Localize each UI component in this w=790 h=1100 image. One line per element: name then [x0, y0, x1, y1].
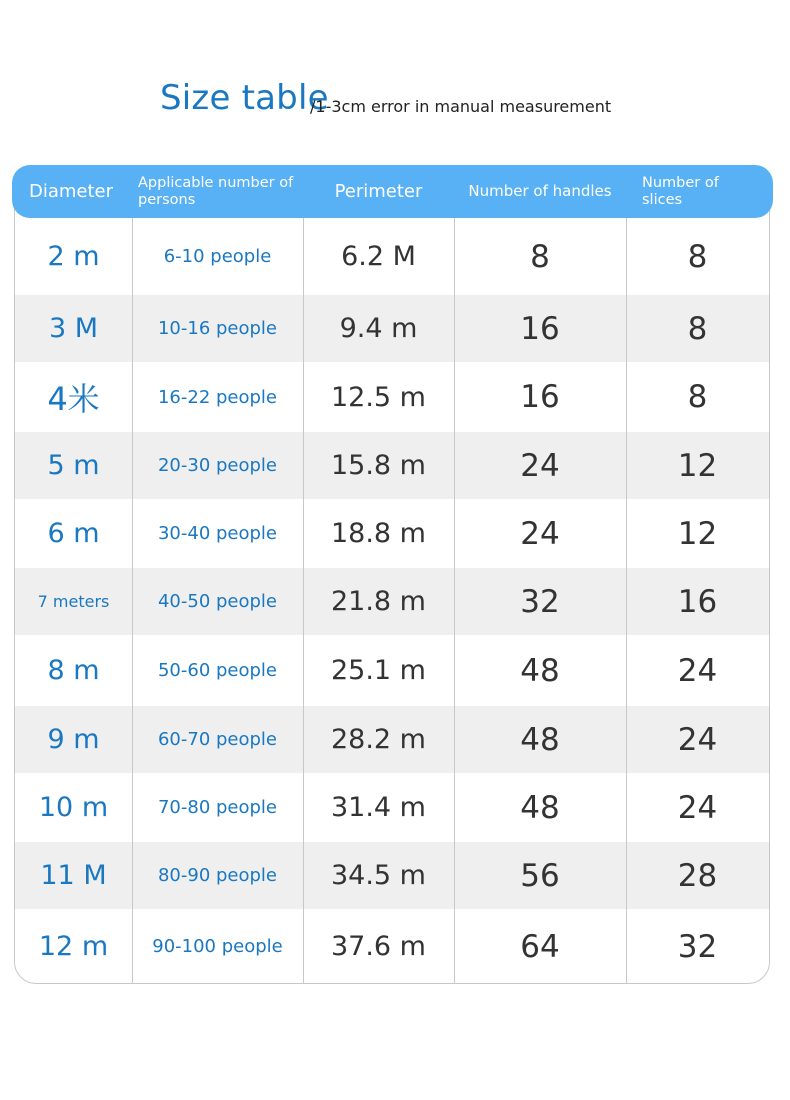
- column-divider: [454, 218, 455, 984]
- cell-handles: 48: [520, 721, 560, 758]
- cell-perimeter: 37.6 m: [330, 931, 426, 962]
- header-slices: Number of slices: [642, 174, 719, 208]
- cell-perimeter: 21.8 m: [330, 586, 426, 617]
- cell-handles: 16: [520, 379, 560, 415]
- header-diameter: Diameter: [29, 181, 114, 202]
- cell-perimeter: 31.4 m: [330, 792, 426, 823]
- cell-handles: 32: [520, 583, 560, 620]
- cell-diameter: 8 m: [47, 655, 100, 686]
- table-row: [15, 842, 769, 909]
- table-body: [15, 218, 769, 984]
- cell-perimeter: 9.4 m: [339, 313, 418, 344]
- cell-diameter: 9 m: [47, 724, 100, 755]
- table-row: [15, 568, 769, 635]
- table-row: [15, 635, 769, 706]
- cell-diameter: 12 m: [38, 931, 109, 962]
- cell-perimeter: 25.1 m: [330, 655, 426, 686]
- cell-perimeter: 12.5 m: [330, 381, 426, 413]
- cell-diameter: 2 m: [47, 241, 100, 272]
- table-row: [15, 499, 769, 568]
- header-handles: Number of handles: [468, 182, 612, 200]
- cell-diameter: 5 m: [47, 450, 100, 481]
- cell-handles: 64: [520, 928, 560, 965]
- table-row: [15, 362, 769, 432]
- table-row: [15, 909, 769, 984]
- table-row: [15, 432, 769, 499]
- cell-persons: 20-30 people: [157, 455, 278, 476]
- cell-persons: 6-10 people: [163, 246, 272, 267]
- table-row: [15, 295, 769, 362]
- cell-diameter: 10 m: [38, 792, 109, 823]
- cell-perimeter: 15.8 m: [330, 450, 426, 481]
- cell-slices: 32: [677, 928, 718, 965]
- column-divider: [303, 218, 304, 984]
- cell-persons: 70-80 people: [157, 797, 278, 818]
- cell-persons: 90-100 people: [152, 936, 283, 957]
- column-divider: [626, 218, 627, 984]
- table-row: [15, 218, 769, 295]
- cell-persons: 16-22 people: [157, 386, 278, 408]
- column-divider: [132, 218, 133, 984]
- cell-slices: 24: [677, 721, 718, 758]
- cell-perimeter: 34.5 m: [330, 860, 426, 891]
- cell-slices: 24: [677, 789, 718, 826]
- page-subtitle: /1-3cm error in manual measurement: [310, 97, 612, 116]
- cell-persons: 30-40 people: [157, 523, 278, 544]
- table-header: [12, 165, 773, 218]
- cell-slices: 24: [677, 652, 718, 689]
- header-perimeter: Perimeter: [334, 181, 423, 202]
- cell-perimeter: 18.8 m: [330, 518, 426, 549]
- cell-perimeter: 28.2 m: [330, 724, 426, 755]
- cell-slices: 12: [677, 447, 718, 484]
- cell-handles: 24: [520, 447, 560, 484]
- cell-persons: 80-90 people: [157, 865, 278, 886]
- cell-handles: 8: [530, 238, 550, 275]
- cell-slices: 8: [687, 238, 708, 275]
- cell-perimeter: 6.2 M: [341, 241, 416, 272]
- cell-handles: 16: [520, 310, 560, 347]
- cell-diameter: 6 m: [47, 518, 100, 549]
- page-title: Size table: [160, 78, 329, 118]
- cell-handles: 48: [520, 652, 560, 689]
- cell-slices: 8: [687, 310, 708, 347]
- cell-diameter: 4米: [47, 380, 100, 418]
- table-row: [15, 706, 769, 773]
- header-persons: Applicable number of persons: [138, 174, 294, 208]
- cell-slices: 28: [677, 857, 718, 894]
- cell-persons: 60-70 people: [157, 729, 278, 750]
- cell-diameter: 3 M: [48, 313, 99, 344]
- cell-handles: 56: [520, 857, 560, 894]
- cell-slices: 16: [677, 583, 718, 620]
- cell-slices: 12: [677, 515, 718, 552]
- cell-persons: 50-60 people: [157, 660, 278, 681]
- cell-diameter: 7 meters: [37, 592, 110, 611]
- cell-diameter: 11 M: [40, 860, 107, 891]
- cell-handles: 48: [520, 789, 560, 826]
- cell-slices: 8: [687, 379, 708, 415]
- cell-handles: 24: [520, 515, 560, 552]
- table-row: [15, 773, 769, 842]
- cell-persons: 10-16 people: [157, 318, 278, 339]
- cell-persons: 40-50 people: [157, 591, 278, 612]
